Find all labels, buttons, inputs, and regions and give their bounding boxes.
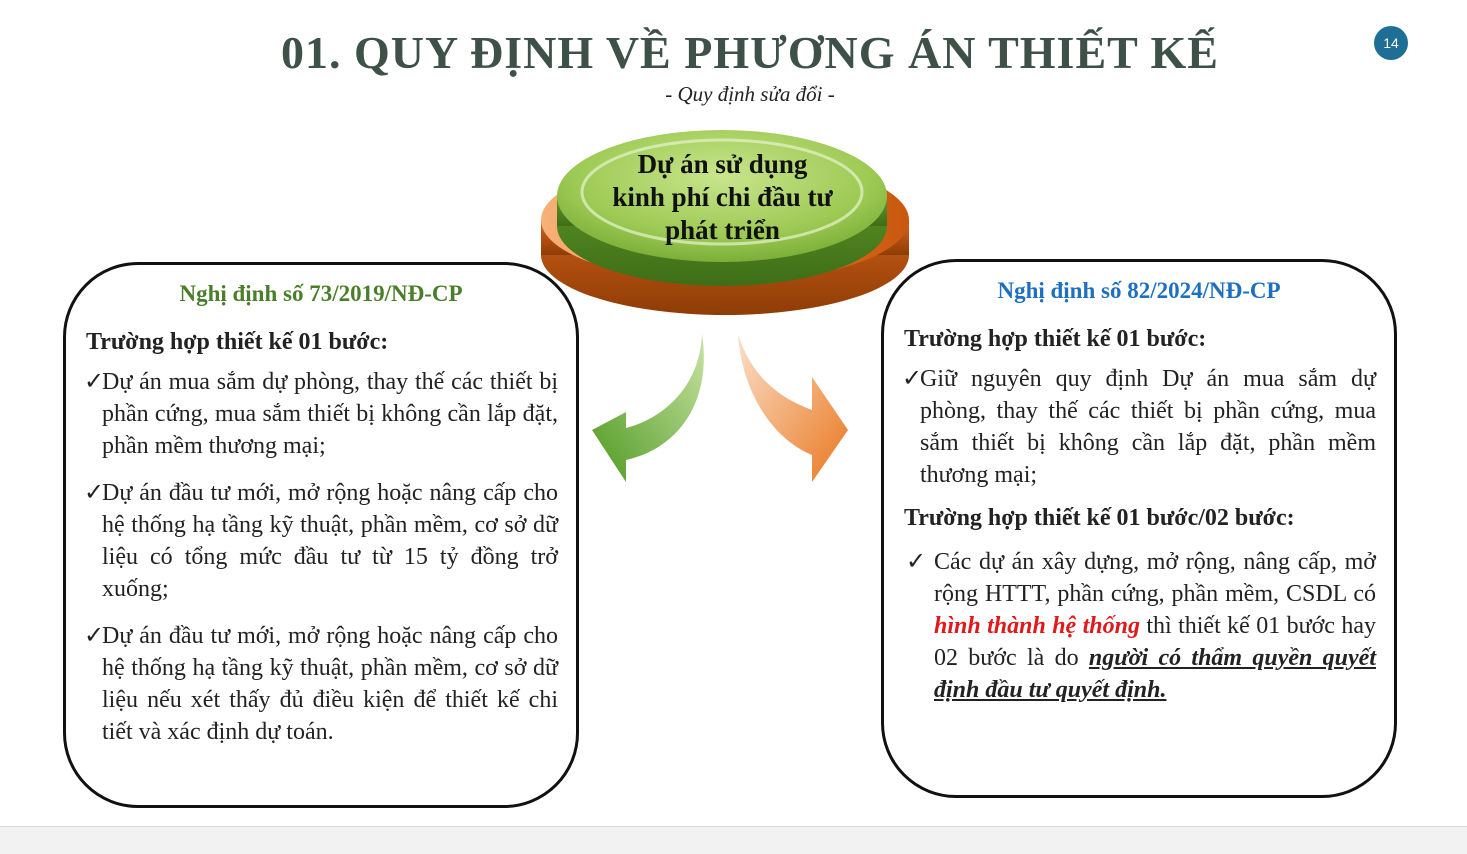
highlight-text: hình thành hệ thống: [934, 613, 1140, 639]
checkmark-icon: ✓: [84, 369, 105, 395]
checkmark-icon: ✓: [906, 549, 927, 575]
orange-arrow-right: [738, 334, 848, 482]
checkmark-icon: ✓: [84, 623, 105, 649]
checkmark-icon: ✓: [84, 480, 105, 506]
slide-subtitle: - Quy định sửa đổi -: [665, 82, 835, 106]
right-panel-heading-1: Trường hợp thiết kế 01 bước:: [904, 326, 1207, 352]
hub-label: [590, 148, 855, 247]
list-item: ✓ Dự án đầu tư mới, mở rộng hoặc nâng cấp cho hệ thống hạ tầng kỹ thuật, phần mềm, cơ sở dữ liệu nếu xét thấy đủ điều kiện để thiết kế chi tiết và xác định dự toán.: [102, 620, 558, 748]
slide-title: 01. QUY ĐỊNH VỀ PHƯƠNG ÁN THIẾT KẾ: [281, 27, 1219, 78]
list-item: ✓ Dự án đầu tư mới, mở rộng hoặc nâng cấp cho hệ thống hạ tầng kỹ thuật, phần mềm, cơ sở dữ liệu có tổng mức đầu tư từ 15 tỷ đồng trở xuống;: [102, 477, 558, 605]
hub-line-1: Dự án sử dụng: [637, 149, 808, 179]
left-panel-heading: Trường hợp thiết kế 01 bước:: [86, 329, 389, 355]
list-item: ✓ Giữ nguyên quy định Dự án mua sắm dự phòng, thay thế các thiết bị phần cứng, mua sắm thiết bị không cần lắp đặt, phần mềm thương mại;: [920, 363, 1376, 491]
right-panel-decree-82: [881, 259, 1397, 798]
hub-line-3: phát triển: [665, 215, 780, 245]
right-panel-heading-2: Trường hợp thiết kế 01 bước/02 bước:: [904, 505, 1295, 531]
green-arrow-left: [592, 334, 704, 482]
emphasis-text: người có thẩm quyền quyết định đầu tư quyết định.: [934, 645, 1376, 703]
right-panel-title: Nghị định số 82/2024/NĐ-CP: [997, 278, 1281, 303]
hub-line-2: kinh phí chi đầu tư: [612, 182, 833, 212]
list-item: ✓ Dự án mua sắm dự phòng, thay thế các thiết bị phần cứng, mua sắm thiết bị không cần lắp đặt, phần mềm thương mại;: [102, 366, 558, 462]
checkmark-icon: ✓: [902, 366, 923, 392]
left-panel-title: Nghị định số 73/2019/NĐ-CP: [179, 281, 463, 306]
list-item: ✓ Các dự án xây dựng, mở rộng, nâng cấp, mở rộng HTTT, phần cứng, phần mềm, CSDL có hình thành hệ thống thì thiết kế 01 bước hay 02 bước là do người có thẩm quyền quyết định đầu tư quyết định.: [934, 546, 1376, 706]
left-panel-decree-73: [63, 262, 579, 808]
page-number-badge: 14: [1374, 26, 1408, 60]
